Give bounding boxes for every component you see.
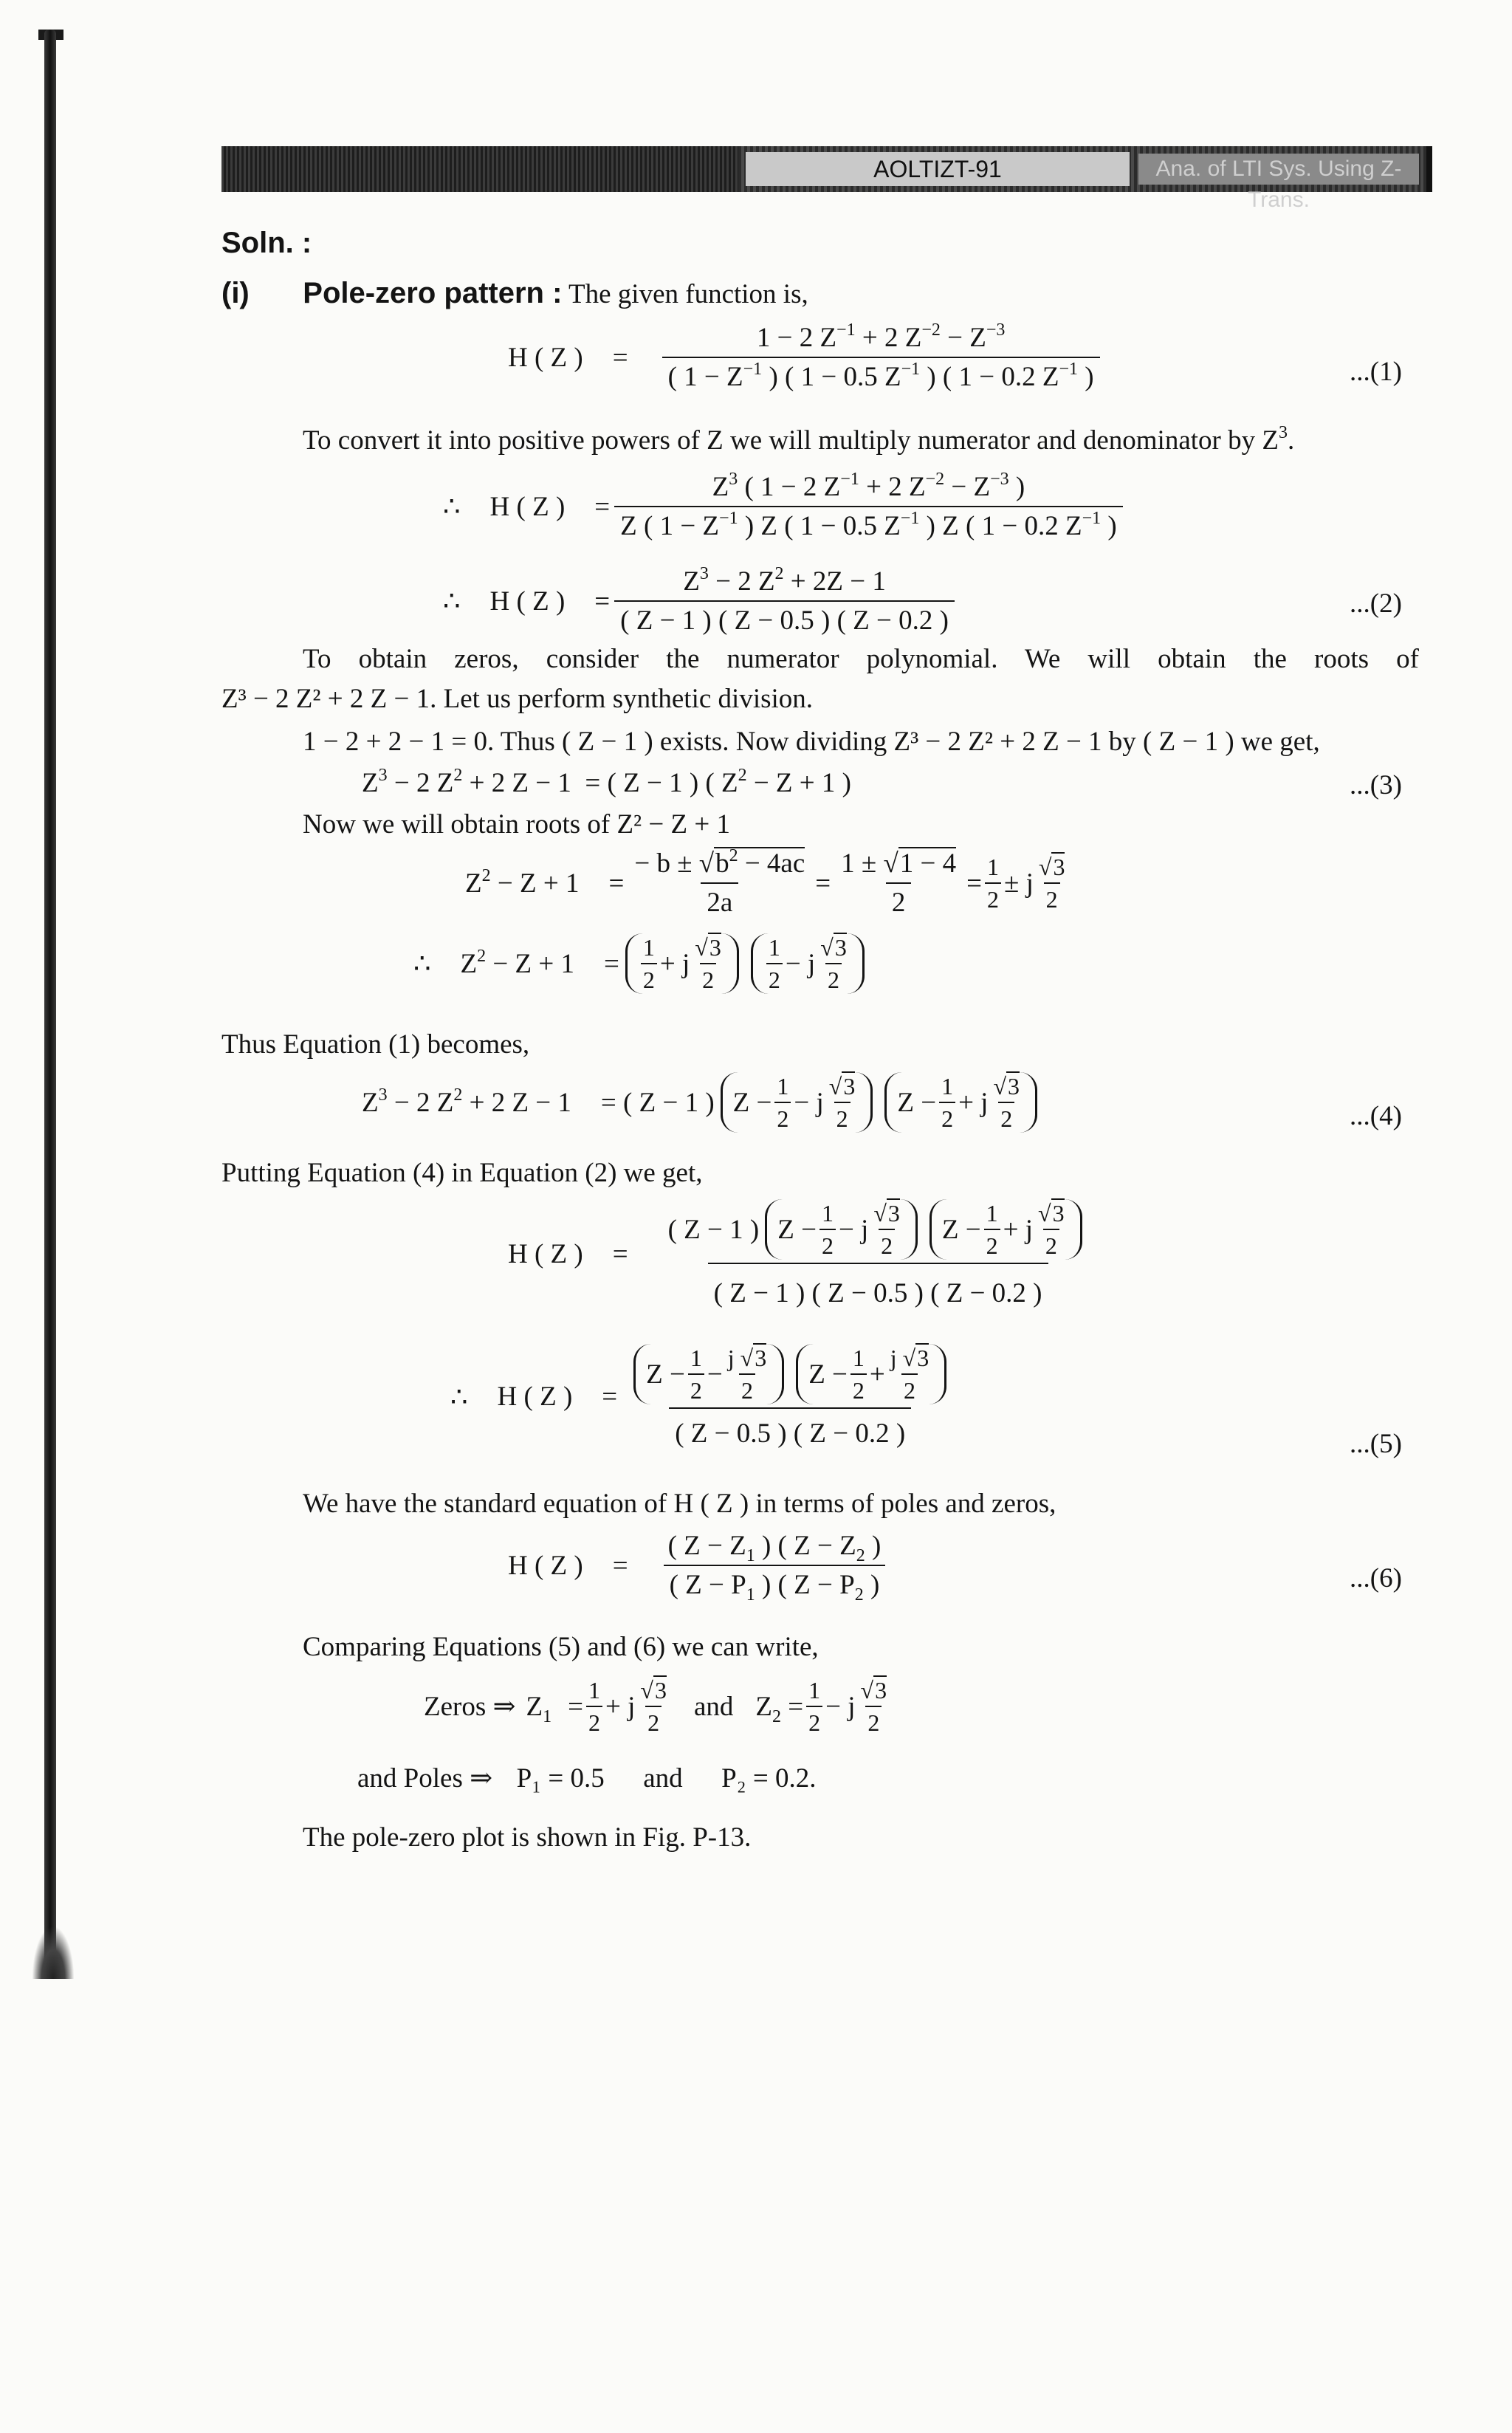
equation-3: $Z^3 - 2$ $Z^2 + 2$ Z − 1 = ( Z − 1 ) ( $Z^2 - Z + 1$ ) bbox=[362, 766, 851, 798]
part-heading-line bbox=[221, 276, 808, 312]
eq1-fraction: $\frac{1 - 2 Z^{-1} + 2 Z^{-2} - Z^{-3}}{( 1 - Z^{-1} ) ( 1 - 0.5 Z^{-1} ) ( 1 - 0.2 Z^{-1} )}$ bbox=[662, 322, 1100, 393]
part-heading: Pole-zero pattern : bbox=[303, 277, 563, 309]
equation-factored: ∴ $Z^2 - Z + 1$ = 1 2 + j √3 2 1 2 − j √3 2 bbox=[413, 933, 870, 994]
equation-5: ∴ H ( Z ) = Z − 1 2 − j √3 2 Z − 1 2 + j √3 2 ( Z − 0.5 ) ( Z − 0.2 ) bbox=[450, 1344, 963, 1449]
poles-label: and Poles ⇒ bbox=[357, 1763, 493, 1794]
poles-and: and bbox=[643, 1763, 683, 1794]
eq-number-3: ...(3) bbox=[1350, 770, 1402, 800]
equation-substituted: H ( Z ) = ( Z − 1 ) Z − 1 2 − j √3 2 Z − 1 2 + j √3 2 ( Z − 1 ) ( Z − 0.5 ) ( Z − 0.2 ) bbox=[508, 1199, 1099, 1309]
zeros-label: Zeros ⇒ bbox=[424, 1692, 516, 1722]
standard-line: We have the standard equation of H ( Z ) in terms of poles and zeros, bbox=[303, 1489, 1056, 1519]
quadratic-formula: $\frac{- b \pm √b^2 - 4ac}{2a}$ bbox=[634, 846, 805, 918]
thus-eq1-line: Thus Equation (1) becomes, bbox=[221, 1029, 530, 1060]
zeros-result: Zeros ⇒ $Z_1$ = $\frac{1}{2}$ + j √3 2 and $Z_2$ = $\frac{1}{2}$ − j √3 2 bbox=[424, 1677, 887, 1736]
synthetic-line: 1 − 2 + 2 − 1 = 0. Thus ( Z − 1 ) exists. Now dividing Z³ − 2 Z² + 2 Z − 1 by ( Z − 1 ) we get, bbox=[303, 727, 1320, 757]
multiply-fraction: $\frac{Z^3 ( 1 - 2 Z^{-1} + 2 Z^{-2} - Z^{-3} )}{Z ( 1 - Z^{-1} ) Z ( 1 - 0.5 Z^{-1} ) Z ( 1 - 0.2 Z^{-1} )}$ bbox=[614, 471, 1123, 542]
pole-p2: P₂ = 0.2. bbox=[721, 1763, 817, 1794]
eq-number-5: ...(5) bbox=[1350, 1429, 1402, 1459]
putting-line: Putting Equation (4) in Equation (2) we get, bbox=[221, 1158, 703, 1188]
eq2-fraction: $\frac{Z^3 - 2 Z^2 + 2Z - 1}{( Z - 1 ) ( Z - 0.5 ) ( Z - 0.2 )}$ bbox=[614, 566, 955, 636]
substituted-fraction: ( Z − 1 ) Z − 1 2 − j √3 2 Z − 1 2 + j √3 2 ( Z − 1 ) ( Z − 0.5 ) ( Z − 0.2 ) bbox=[662, 1199, 1094, 1309]
equation-1: H ( Z ) = $\frac{1 - 2 Z^{-1} + 2 Z^{-2} - Z^{-3}}{( 1 - Z^{-1} ) ( 1 - 0.5 Z^{-1} ) ( 1 - 0.2 Z^{-1} )}$ bbox=[508, 322, 1104, 393]
part-label: (i) bbox=[221, 277, 250, 309]
plot-line: The pole-zero plot is shown in Fig. P-13. bbox=[303, 1822, 752, 1853]
eq-number-4: ...(4) bbox=[1350, 1101, 1402, 1131]
equation-multiply: ∴ H ( Z ) = $\frac{Z^3 ( 1 - 2 Z^{-1} + 2 Z^{-2} - Z^{-3} )}{Z ( 1 - Z^{-1} ) Z ( 1 - 0.5 Z^{-1} ) Z ( 1 - 0.2 Z^{-1} )}$ bbox=[443, 471, 1127, 542]
obtain-zeros-line: To obtain zeros, consider the numerator polynomial. We will obtain the roots of bbox=[303, 644, 1419, 674]
header-shade bbox=[221, 146, 738, 192]
roots-of-line: Now we will obtain roots of Z² − Z + 1 bbox=[303, 809, 730, 840]
poles-result bbox=[357, 1762, 816, 1796]
header-title: AOLTIZT-91 bbox=[746, 152, 1130, 186]
eq5-fraction: Z − 1 2 − j √3 2 Z − 1 2 + j √3 2 ( Z − 0.5 ) ( Z − 0.2 ) bbox=[622, 1344, 958, 1449]
eq6-fraction: $\frac{( Z - Z_1 ) ( Z - Z_2 )}{( Z - P_1 ) ( Z - P_2 )}$ bbox=[662, 1530, 887, 1601]
equation-quadratic: $Z^2 - Z + 1$ = $\frac{- b \pm √b^2 - 4ac}{2a}$ = $\frac{1 \pm √1 - 4}{2}$ = $\frac{1}{2}$ ± j √3 2 bbox=[465, 846, 1065, 918]
equation-2: ∴ H ( Z ) = $\frac{Z^3 - 2 Z^2 + 2Z - 1}{( Z - 1 ) ( Z - 0.5 ) ( Z - 0.2 )}$ bbox=[443, 566, 959, 636]
header-chapter: Ana. of LTI Sys. Using Z-Trans. bbox=[1138, 154, 1419, 185]
zeros-and: and bbox=[693, 1691, 734, 1722]
part-intro: The given function is, bbox=[568, 279, 808, 309]
eq-number-2: ...(2) bbox=[1350, 588, 1402, 619]
equation-6: H ( Z ) = $\frac{( Z - Z_1 ) ( Z - Z_2 )}{( Z - P_1 ) ( Z - P_2 )}$ bbox=[508, 1530, 891, 1601]
pole-p1: P₁ = 0.5 bbox=[516, 1763, 605, 1794]
equation-4: $Z^3 - 2$ $Z^2 + 2$ Z − 1 = ( Z − 1 ) Z − 1 2 − j √3 2 Z − 1 2 + j √3 2 bbox=[362, 1072, 1043, 1133]
binding-edge bbox=[44, 30, 56, 1964]
convert-text: To convert it into positive powers of Z we will multiply numerator and denominator by Z bbox=[303, 425, 1279, 456]
convert-line: To convert it into positive powers of Z we will multiply numerator and denominator by $Z^3$. bbox=[303, 423, 1295, 456]
eq-number-6: ...(6) bbox=[1350, 1563, 1402, 1593]
polynomial-line: Z³ − 2 Z² + 2 Z − 1. Let us perform synthetic division. bbox=[221, 684, 814, 714]
binding-foot bbox=[32, 1927, 74, 1979]
comparing-line: Comparing Equations (5) and (6) we can write, bbox=[303, 1632, 819, 1662]
eq-number-1: ...(1) bbox=[1350, 357, 1402, 387]
quadratic-substituted: $\frac{1 \pm √1 - 4}{2}$ bbox=[841, 848, 957, 918]
page-header-band bbox=[221, 146, 1432, 212]
soln-label: Soln. : bbox=[221, 227, 312, 259]
